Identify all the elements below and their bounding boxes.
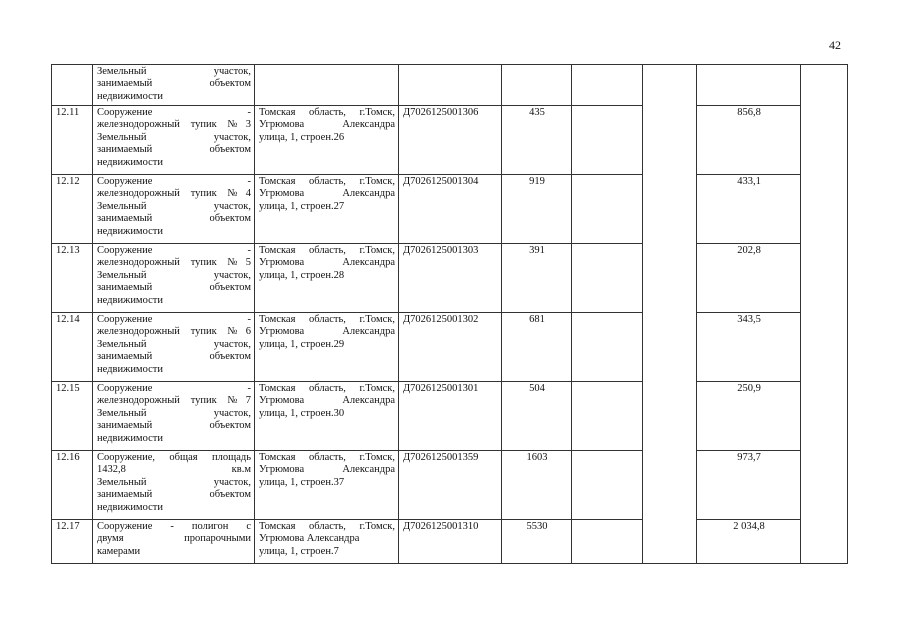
empty-cell-merged <box>801 106 848 175</box>
object-name-line: недвижимости <box>97 294 163 306</box>
object-address-line: Томская область, г.Томск, <box>259 314 395 325</box>
registry-body <box>52 65 848 564</box>
empty-cell-merged <box>801 244 848 313</box>
value: 343,5 <box>697 313 801 382</box>
empty-cell-merged <box>643 451 697 520</box>
object-address <box>255 451 399 520</box>
object-address-line: Угрюмова Александра <box>259 464 395 476</box>
table-row <box>52 451 848 520</box>
object-name <box>93 451 255 520</box>
object-name-line: недвижимости <box>97 363 163 375</box>
empty-cell <box>572 382 643 451</box>
object-address-line: улица, 1, строен.28 <box>259 269 345 281</box>
object-name-line: Сооружение - <box>97 176 251 187</box>
object-name-line: 1432,8 кв.м <box>97 464 251 476</box>
object-name-line: недвижимости <box>97 432 163 444</box>
object-address-line: Томская область, г.Томск, <box>259 245 395 256</box>
object-address-line: улица, 1, строен.7 <box>259 545 339 557</box>
object-name-line: Земельный участок, <box>97 476 251 488</box>
object-address-line: улица, 1, строен.27 <box>259 200 345 212</box>
object-name-line: Сооружение - <box>97 383 251 394</box>
object-name <box>93 313 255 382</box>
row-number: 12.15 <box>52 382 93 451</box>
object-address-line: Томская область, г.Томск, <box>259 176 395 187</box>
empty-cell-merged <box>643 244 697 313</box>
land-area <box>502 65 572 106</box>
empty-cell-merged <box>801 313 848 382</box>
object-name-line: занимаемый объектом <box>97 144 251 156</box>
object-name-line: железнодорожный тупик №3 <box>97 119 251 131</box>
object-name-line: железнодорожный тупик №7 <box>97 395 251 407</box>
table-row <box>52 175 848 244</box>
empty-cell-merged <box>643 520 697 564</box>
land-area: 391 <box>502 244 572 313</box>
page-number: 42 <box>829 38 841 52</box>
object-name-line: Земельный участок, <box>97 131 251 143</box>
object-name-line: камерами <box>97 545 141 557</box>
row-number: 12.12 <box>52 175 93 244</box>
object-address-line: Угрюмова Александра <box>259 257 395 269</box>
empty-cell-merged <box>801 451 848 520</box>
object-address-line: Томская область, г.Томск, <box>259 383 395 394</box>
land-area: 504 <box>502 382 572 451</box>
object-address <box>255 106 399 175</box>
object-name-line: Сооружение - <box>97 314 251 325</box>
object-name-line: Сооружение - полигон с <box>97 521 251 532</box>
land-area: 5530 <box>502 520 572 564</box>
empty-cell-merged <box>643 382 697 451</box>
object-name <box>93 520 255 564</box>
value: 856,8 <box>697 106 801 175</box>
object-address-line: Томская область, г.Томск, <box>259 107 395 118</box>
empty-cell <box>572 65 643 106</box>
row-number: 12.13 <box>52 244 93 313</box>
empty-cell-merged <box>643 313 697 382</box>
object-name-line: Сооружение, общая площадь <box>97 452 251 463</box>
empty-cell-merged <box>801 65 848 106</box>
empty-cell-merged <box>801 520 848 564</box>
table-row <box>52 520 848 564</box>
object-address-line: Угрюмова Александра <box>259 395 395 407</box>
land-area: 919 <box>502 175 572 244</box>
object-address-line: Томская область, г.Томск, <box>259 452 395 463</box>
empty-cell-merged <box>801 175 848 244</box>
value: 250,9 <box>697 382 801 451</box>
object-name-line: Земельный участок, <box>97 338 251 350</box>
object-name-line: занимаемый объектом <box>97 282 251 294</box>
object-address-line: Угрюмова Александра <box>259 188 395 200</box>
empty-cell <box>572 244 643 313</box>
empty-cell <box>572 451 643 520</box>
row-number: 12.14 <box>52 313 93 382</box>
object-name <box>93 65 255 106</box>
object-address-line: Угрюмова Александра <box>259 119 395 131</box>
land-area: 681 <box>502 313 572 382</box>
row-number: 12.16 <box>52 451 93 520</box>
table-row <box>52 313 848 382</box>
table-row <box>52 65 848 106</box>
object-name-line: Земельный участок, <box>97 200 251 212</box>
table-row <box>52 106 848 175</box>
row-number <box>52 65 93 106</box>
row-number: 12.11 <box>52 106 93 175</box>
object-name <box>93 175 255 244</box>
object-name-line: Земельный участок, <box>97 66 251 77</box>
object-address-line: улица, 1, строен.29 <box>259 338 345 350</box>
empty-cell-merged <box>801 382 848 451</box>
object-name-line: занимаемый объектом <box>97 420 251 432</box>
empty-cell-merged <box>643 65 697 106</box>
object-name <box>93 382 255 451</box>
object-name-line: занимаемый объектом <box>97 351 251 363</box>
cadastral-number: Д7026125001301 <box>399 382 502 451</box>
object-name-line: недвижимости <box>97 156 163 168</box>
object-address-line: улица, 1, строен.30 <box>259 407 345 419</box>
object-name-line: двумя пропарочными <box>97 533 251 545</box>
cadastral-number: Д7026125001306 <box>399 106 502 175</box>
object-address-line: улица, 1, строен.26 <box>259 131 345 143</box>
land-area: 435 <box>502 106 572 175</box>
value: 2 034,8 <box>697 520 801 564</box>
object-name-line: недвижимости <box>97 225 163 237</box>
object-name-line: занимаемый объектом <box>97 213 251 225</box>
object-name-line: занимаемый объектом <box>97 489 251 501</box>
object-address <box>255 65 399 106</box>
cadastral-number: Д7026125001304 <box>399 175 502 244</box>
property-registry-table <box>51 64 848 564</box>
object-name-line: недвижимости <box>97 501 163 513</box>
value: 202,8 <box>697 244 801 313</box>
object-name-line: недвижимости <box>97 90 163 102</box>
object-address <box>255 382 399 451</box>
cadastral-number: Д7026125001310 <box>399 520 502 564</box>
object-address-line: Томская область, г.Томск, <box>259 521 395 532</box>
object-name <box>93 244 255 313</box>
row-number: 12.17 <box>52 520 93 564</box>
object-name-line: Сооружение - <box>97 107 251 118</box>
empty-cell-merged <box>643 175 697 244</box>
object-name-line: Земельный участок, <box>97 407 251 419</box>
value: 973,7 <box>697 451 801 520</box>
object-name-line: железнодорожный тупик №6 <box>97 326 251 338</box>
empty-cell-merged <box>643 106 697 175</box>
object-address <box>255 313 399 382</box>
cadastral-number <box>399 65 502 106</box>
object-name <box>93 106 255 175</box>
object-address <box>255 520 399 564</box>
object-address-line: Угрюмова Александра <box>259 326 395 338</box>
cadastral-number: Д7026125001303 <box>399 244 502 313</box>
value <box>697 65 801 106</box>
object-name-line: занимаемый объектом <box>97 78 251 90</box>
land-area: 1603 <box>502 451 572 520</box>
table-row <box>52 382 848 451</box>
table-row <box>52 244 848 313</box>
empty-cell <box>572 175 643 244</box>
object-name-line: железнодорожный тупик №4 <box>97 188 251 200</box>
object-name-line: Земельный участок, <box>97 269 251 281</box>
empty-cell <box>572 106 643 175</box>
object-name-line: Сооружение - <box>97 245 251 256</box>
cadastral-number: Д7026125001359 <box>399 451 502 520</box>
empty-cell <box>572 520 643 564</box>
object-address-line: улица, 1, строен.37 <box>259 476 345 488</box>
empty-cell <box>572 313 643 382</box>
object-address-line: Угрюмова Александра <box>259 533 360 545</box>
value: 433,1 <box>697 175 801 244</box>
object-address <box>255 244 399 313</box>
object-name-line: железнодорожный тупик №5 <box>97 257 251 269</box>
object-address <box>255 175 399 244</box>
cadastral-number: Д7026125001302 <box>399 313 502 382</box>
